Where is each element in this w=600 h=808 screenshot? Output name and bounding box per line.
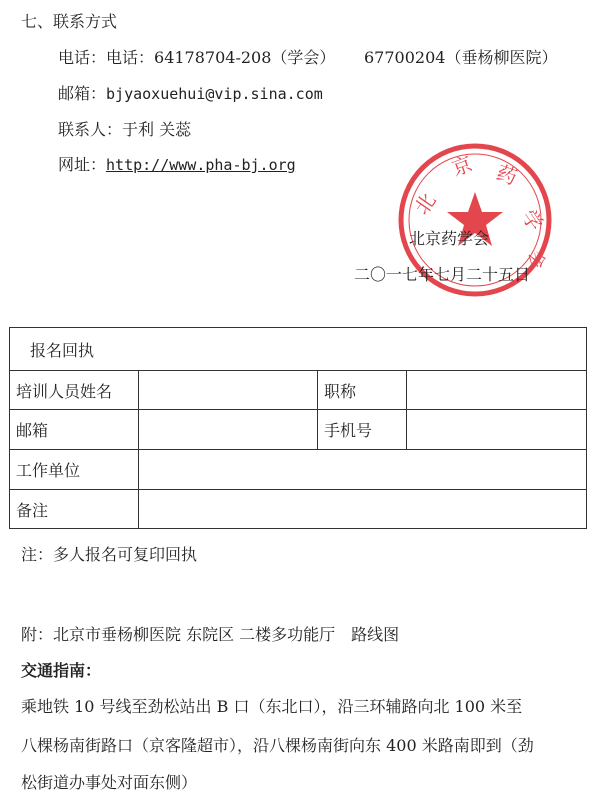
email-form-field[interactable] (139, 410, 318, 450)
note-text: 注：多人报名可复印回执 (21, 545, 198, 564)
seal-char-1: 北 (409, 188, 441, 219)
phone-value: 电话：64178704-208（学会） (106, 48, 336, 67)
seal-char-3: 药 (493, 160, 521, 190)
traffic-line-2: 八棵杨南街路口（京客隆超市），沿八棵杨南街向东 400 米路南即到（劲 (21, 736, 534, 755)
email-form-label: 邮箱 (10, 410, 139, 450)
registration-form (9, 327, 587, 529)
remark-field[interactable] (139, 490, 587, 529)
signature-date: 二〇一七年七月二十五日 (354, 265, 531, 284)
name-field[interactable] (139, 371, 318, 410)
website-link[interactable]: http://www.pha-bj.org (106, 156, 296, 174)
seal-char-4: 学 (516, 205, 549, 236)
phone-line (58, 45, 335, 68)
seal-char-2: 京 (448, 151, 476, 181)
email-value[interactable]: bjyaoxuehui@vip.sina.com (106, 85, 323, 103)
mobile-label: 手机号 (318, 410, 407, 450)
email-label: 邮箱： (58, 84, 107, 103)
form-row-work (10, 450, 587, 490)
website-line (58, 152, 296, 175)
name-label: 培训人员姓名 (10, 371, 139, 410)
contact-line (58, 117, 191, 140)
section-title: 七、联系方式 (21, 12, 118, 31)
traffic-line-3: 松街道办事处对面东侧） (21, 773, 198, 792)
work-field[interactable] (139, 450, 587, 490)
traffic-line-1: 乘地铁 10 号线至劲松站出 B 口（东北口），沿三环辅路向北 100 米至 (21, 697, 523, 716)
traffic-heading: 交通指南： (21, 661, 102, 680)
phone-value-2: 67700204（垂杨柳医院） (364, 48, 558, 67)
remark-label: 备注 (10, 490, 139, 529)
work-label: 工作单位 (10, 450, 139, 490)
contact-value: 于利 关蕊 (122, 120, 192, 139)
form-title: 报名回执 (10, 328, 587, 371)
job-title-field[interactable] (407, 371, 587, 410)
form-row-email (10, 410, 587, 450)
attachment-text: 附：北京市垂杨柳医院 东院区 二楼多功能厅 路线图 (21, 625, 400, 644)
job-title-label: 职称 (318, 371, 407, 410)
mobile-field[interactable] (407, 410, 587, 450)
signature-org: 北京药学会 (409, 229, 490, 248)
email-line (58, 81, 323, 104)
seal-char-5: 会 (524, 249, 548, 271)
form-row-name (10, 371, 587, 410)
form-row-remark (10, 490, 587, 529)
phone-label: 电话： (58, 48, 107, 67)
contact-label: 联系人： (58, 120, 123, 139)
website-label: 网址： (58, 155, 107, 174)
form-title-row (10, 328, 587, 371)
